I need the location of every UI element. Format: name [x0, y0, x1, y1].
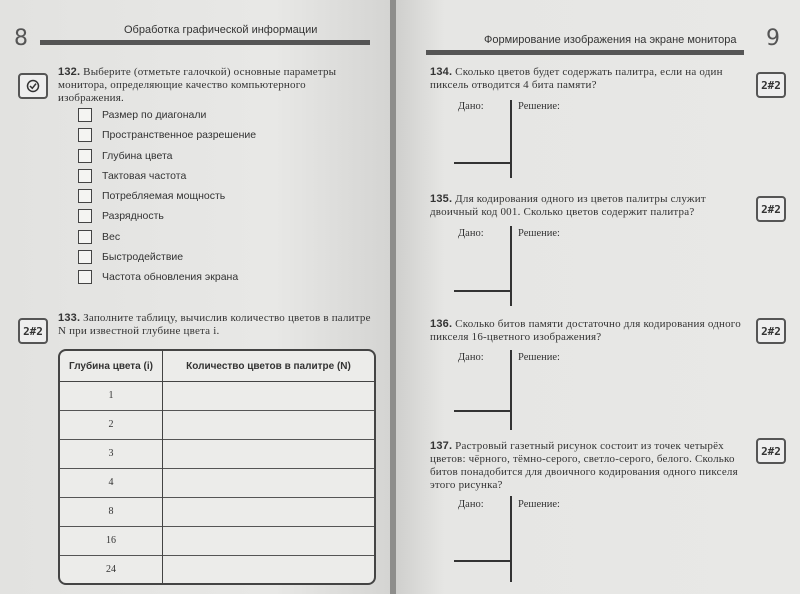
table-row: [60, 468, 374, 497]
given-label: Дано:: [458, 228, 484, 239]
question-135: [430, 193, 746, 219]
answer-cell[interactable]: [163, 497, 375, 526]
question-number: 135.: [430, 193, 453, 205]
option-row[interactable]: [78, 269, 238, 285]
given-label: Дано:: [458, 352, 484, 363]
question-text: Растровый газетный рисунок состоит из точек четырёх цветов: чёрного, тёмно-серого, светло-серого, белого. Сколько битов понадобится для двоичного кодирования одного пикселя этого рисунка?: [430, 440, 738, 491]
given-underline: [454, 162, 512, 164]
question-137: [430, 440, 746, 492]
2x2-icon: 2#2: [756, 438, 786, 464]
right-page: [396, 0, 800, 594]
header-rule-right: [426, 50, 744, 55]
option-label: Пространственное разрешение: [102, 129, 257, 141]
option-row[interactable]: [78, 249, 183, 265]
question-text: Сколько цветов будет содержать палитра, если на один пиксель отводится 4 бита памяти?: [430, 66, 723, 91]
solution-label: Решение:: [518, 499, 560, 510]
2x2-icon: 2#2: [756, 72, 786, 98]
checkbox[interactable]: [78, 189, 92, 203]
answer-cell[interactable]: [163, 555, 375, 583]
page-number-left: 8: [14, 26, 28, 51]
question-number: 132.: [58, 66, 81, 78]
answer-cell[interactable]: [163, 382, 375, 411]
checkmark-icon: [18, 73, 48, 99]
option-row[interactable]: [78, 107, 206, 123]
option-row[interactable]: [78, 188, 225, 204]
column-header-colors: Количество цветов в палитре (N): [163, 351, 375, 382]
answer-cell[interactable]: [163, 439, 375, 468]
checkbox[interactable]: [78, 108, 92, 122]
page-number-right: 9: [766, 26, 780, 51]
option-label: Вес: [102, 231, 121, 243]
question-text: Сколько битов памяти достаточно для кодирования одного пикселя 16-цветного изображения?: [430, 318, 741, 343]
left-page: [0, 0, 392, 594]
2x2-icon: 2#2: [18, 318, 48, 344]
solution-divider: [510, 496, 512, 582]
checkbox[interactable]: [78, 128, 92, 142]
2x2-icon: 2#2: [756, 196, 786, 222]
answer-cell[interactable]: [163, 410, 375, 439]
checkbox[interactable]: [78, 209, 92, 223]
page-header-left: Обработка графической информации: [124, 24, 318, 36]
question-134: [430, 66, 746, 92]
depth-cell: 24: [60, 555, 163, 583]
depth-cell: 2: [60, 410, 163, 439]
page-header-right: Формирование изображения на экране монитора: [484, 34, 737, 46]
option-label: Разрядность: [102, 210, 164, 222]
answer-cell[interactable]: [163, 526, 375, 555]
color-depth-table: [58, 349, 376, 585]
table-row: [60, 382, 374, 411]
checkbox[interactable]: [78, 270, 92, 284]
option-label: Быстродействие: [102, 251, 184, 263]
option-label: Частота обновления экрана: [102, 271, 239, 283]
answer-cell[interactable]: [163, 468, 375, 497]
option-label: Потребляемая мощность: [102, 190, 226, 202]
option-row[interactable]: [78, 148, 173, 164]
given-label: Дано:: [458, 499, 484, 510]
option-label: Тактовая частота: [102, 170, 187, 182]
option-row[interactable]: [78, 168, 186, 184]
table-row: [60, 526, 374, 555]
question-text: Для кодирования одного из цветов палитры служит двоичный код 001. Сколько цветов содержит палитра?: [430, 193, 706, 218]
depth-cell: 4: [60, 468, 163, 497]
depth-cell: 8: [60, 497, 163, 526]
checkbox[interactable]: [78, 169, 92, 183]
question-text: Выберите (отметьте галочкой) основные параметры монитора, определяющие качество компьютерного изображения.: [58, 66, 337, 104]
question-number: 137.: [430, 440, 453, 452]
question-133: [58, 312, 373, 338]
depth-cell: 16: [60, 526, 163, 555]
solution-divider: [510, 350, 512, 430]
checkbox[interactable]: [78, 250, 92, 264]
table-row: [60, 410, 374, 439]
table-row: [60, 555, 374, 583]
option-label: Глубина цвета: [102, 150, 173, 162]
solution-divider: [510, 226, 512, 306]
option-row[interactable]: [78, 127, 256, 143]
checkbox[interactable]: [78, 230, 92, 244]
solution-label: Решение:: [518, 352, 560, 363]
given-label: Дано:: [458, 101, 484, 112]
table-row: [60, 497, 374, 526]
question-136: [430, 318, 746, 344]
question-number: 134.: [430, 66, 453, 78]
question-number: 136.: [430, 318, 453, 330]
given-underline: [454, 290, 512, 292]
option-label: Размер по диагонали: [102, 109, 207, 121]
question-text: Заполните таблицу, вычислив количество цветов в палитре N при известной глубине цвета i.: [58, 312, 371, 337]
checkbox[interactable]: [78, 149, 92, 163]
table-row: [60, 439, 374, 468]
question-132: [58, 66, 373, 105]
depth-cell: 1: [60, 382, 163, 411]
given-underline: [454, 560, 512, 562]
given-underline: [454, 410, 512, 412]
header-rule-left: [40, 40, 370, 45]
solution-label: Решение:: [518, 101, 560, 112]
2x2-icon: 2#2: [756, 318, 786, 344]
column-header-depth: Глубина цвета (i): [60, 351, 163, 382]
option-row[interactable]: [78, 208, 164, 224]
solution-label: Решение:: [518, 228, 560, 239]
solution-divider: [510, 100, 512, 178]
option-row[interactable]: [78, 229, 120, 245]
depth-cell: 3: [60, 439, 163, 468]
question-number: 133.: [58, 312, 81, 324]
